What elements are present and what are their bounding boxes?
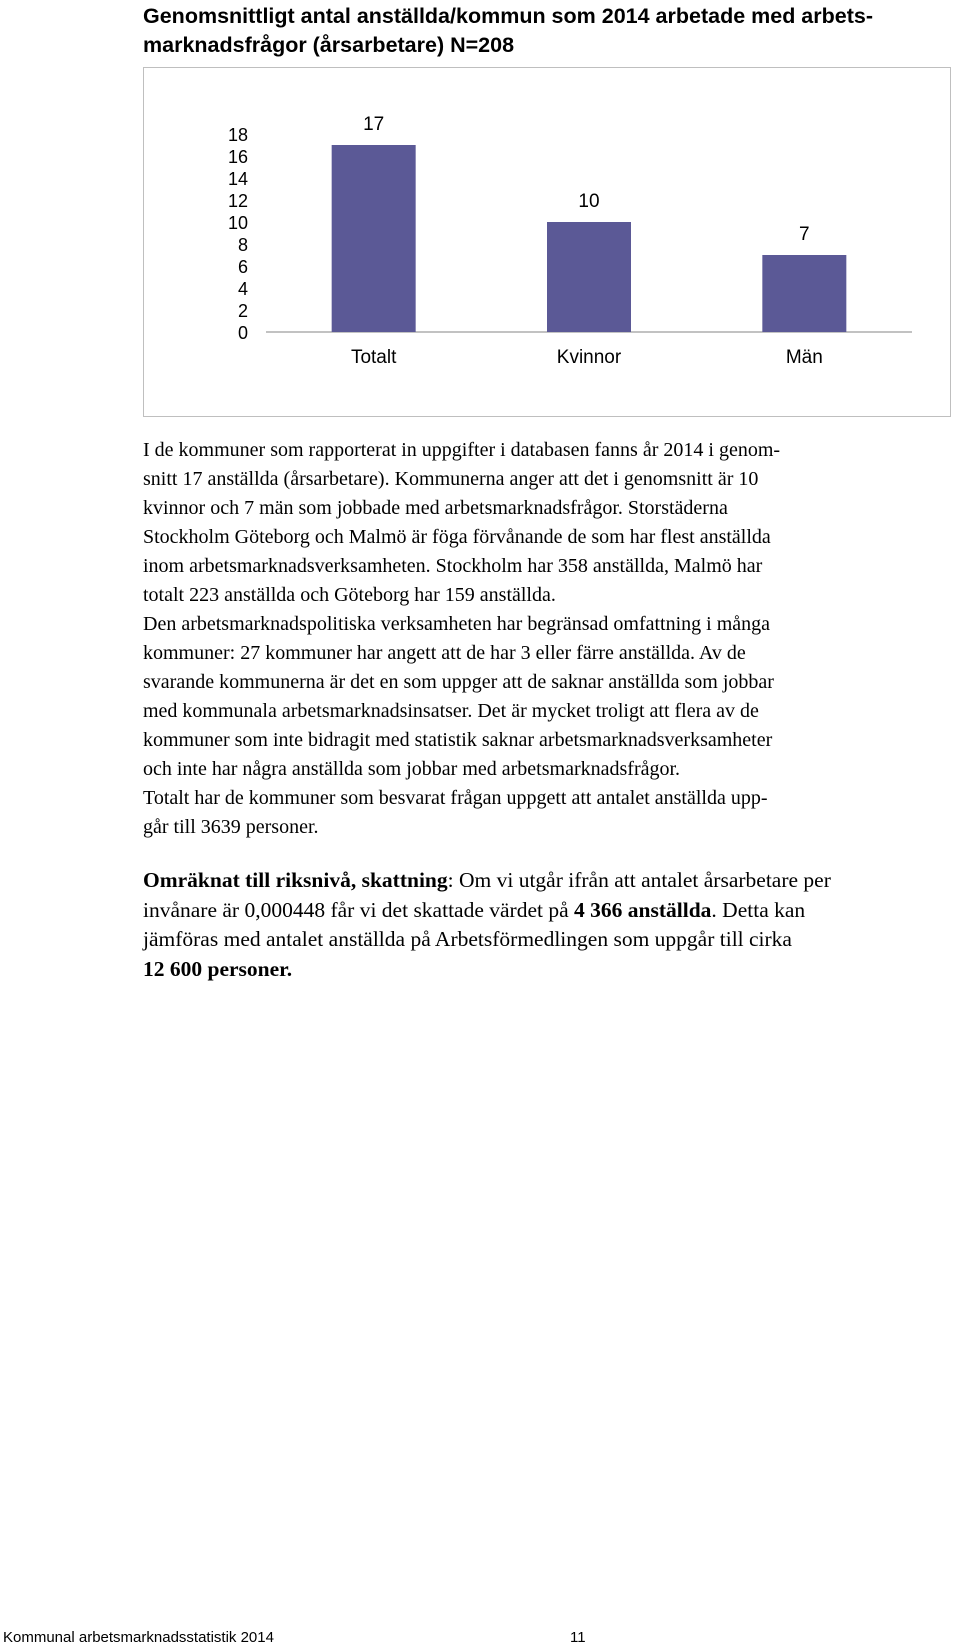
paragraph-line: I de kommuner som rapporterat in uppgifter i databasen fanns år 2014 i genom- bbox=[143, 439, 781, 461]
y-tick-label: 0 bbox=[237, 323, 248, 343]
paragraph-line: Totalt har de kommuner som besvarat frågan uppgett att antalet anställda upp- bbox=[143, 787, 768, 809]
chart-heading bbox=[143, 2, 943, 60]
bar-chart bbox=[144, 68, 952, 418]
y-tick-label: 6 bbox=[237, 257, 248, 277]
bar bbox=[762, 255, 846, 332]
estimate-line-4 bbox=[143, 955, 960, 985]
paragraph-line: kvinnor och 7 män som jobbade med arbetsmarknadsfrågor. Storstäderna bbox=[143, 497, 728, 519]
paragraph-line: Den arbetsmarknadspolitiska verksamheten har begränsad omfattning i många bbox=[143, 613, 771, 635]
x-category-label: Totalt bbox=[350, 347, 397, 368]
chart-heading-line-1: Genomsnittligt antal anställda/kommun som 2014 arbetade med arbets- bbox=[143, 4, 874, 28]
y-tick-label: 12 bbox=[227, 191, 248, 211]
chart-heading-line-2: marknadsfrågor (årsarbetare) N=208 bbox=[143, 33, 515, 57]
paragraph-line: totalt 223 anställda och Göteborg har 159 anställda. bbox=[143, 584, 556, 606]
y-tick-label: 16 bbox=[227, 147, 248, 167]
y-tick-label: 2 bbox=[237, 301, 248, 321]
estimate-total: 12 600 personer. bbox=[143, 956, 293, 981]
estimate-line-2 bbox=[143, 896, 960, 926]
bar bbox=[547, 222, 631, 332]
paragraph-line: kommuner: 27 kommuner har angett att de har 3 eller färre anställda. Av de bbox=[143, 642, 746, 664]
y-tick-label: 14 bbox=[227, 169, 248, 189]
y-tick-label: 4 bbox=[237, 279, 248, 299]
bar bbox=[332, 145, 416, 332]
paragraph-line: och inte har några anställda som jobbar med arbetsmarknadsfrågor. bbox=[143, 758, 681, 780]
estimate-line-2-post: . Detta kan bbox=[711, 897, 806, 922]
x-category-label: Kvinnor bbox=[556, 347, 622, 368]
y-tick-label: 8 bbox=[237, 235, 248, 255]
paragraph-line: Stockholm Göteborg och Malmö är föga förvånande de som har flest anställda bbox=[143, 526, 771, 548]
estimate-line-2-pre: invånare är 0,000448 får vi det skattade värdet på bbox=[143, 897, 575, 922]
y-tick-label: 18 bbox=[227, 125, 248, 145]
bar-data-label: 17 bbox=[363, 114, 385, 135]
paragraph-line: svarande kommunerna är det en som uppger att de saknar anställda som jobbar bbox=[143, 671, 774, 693]
x-category-label: Män bbox=[785, 347, 823, 368]
paragraph-line: inom arbetsmarknadsverksamheten. Stockholm har 358 anställda, Malmö har bbox=[143, 555, 763, 577]
page-number: 11 bbox=[570, 1629, 586, 1646]
footer-title: Kommunal arbetsmarknadsstatistik 2014 bbox=[3, 1629, 274, 1646]
estimate-line-3: jämföras med antalet anställda på Arbetsförmedlingen som uppgår till cirka bbox=[143, 927, 792, 951]
paragraph-estimate bbox=[143, 866, 960, 984]
paragraph-line: kommuner som inte bidragit med statistik saknar arbetsmarknadsverksamheter bbox=[143, 729, 773, 751]
paragraph-line: med kommunala arbetsmarknadsinsatser. Det är mycket troligt att flera av de bbox=[143, 700, 759, 722]
estimate-line-1 bbox=[143, 866, 960, 896]
y-tick-label: 10 bbox=[227, 213, 248, 233]
paragraph-line: snitt 17 anställda (årsarbetare). Kommunerna anger att det i genomsnitt är 10 bbox=[143, 468, 759, 490]
chart-frame bbox=[143, 67, 951, 417]
estimate-line-1-rest: : Om vi utgår ifrån att antalet årsarbetare per bbox=[447, 868, 831, 892]
paragraph-line: går till 3639 personer. bbox=[143, 816, 319, 838]
bar-data-label: 7 bbox=[799, 224, 810, 245]
paragraph-main bbox=[143, 436, 960, 842]
estimate-value: 4 366 anställda bbox=[574, 897, 712, 922]
bar-data-label: 10 bbox=[578, 191, 600, 212]
estimate-bold-lead: Omräknat till riksnivå, skattning bbox=[143, 868, 448, 892]
